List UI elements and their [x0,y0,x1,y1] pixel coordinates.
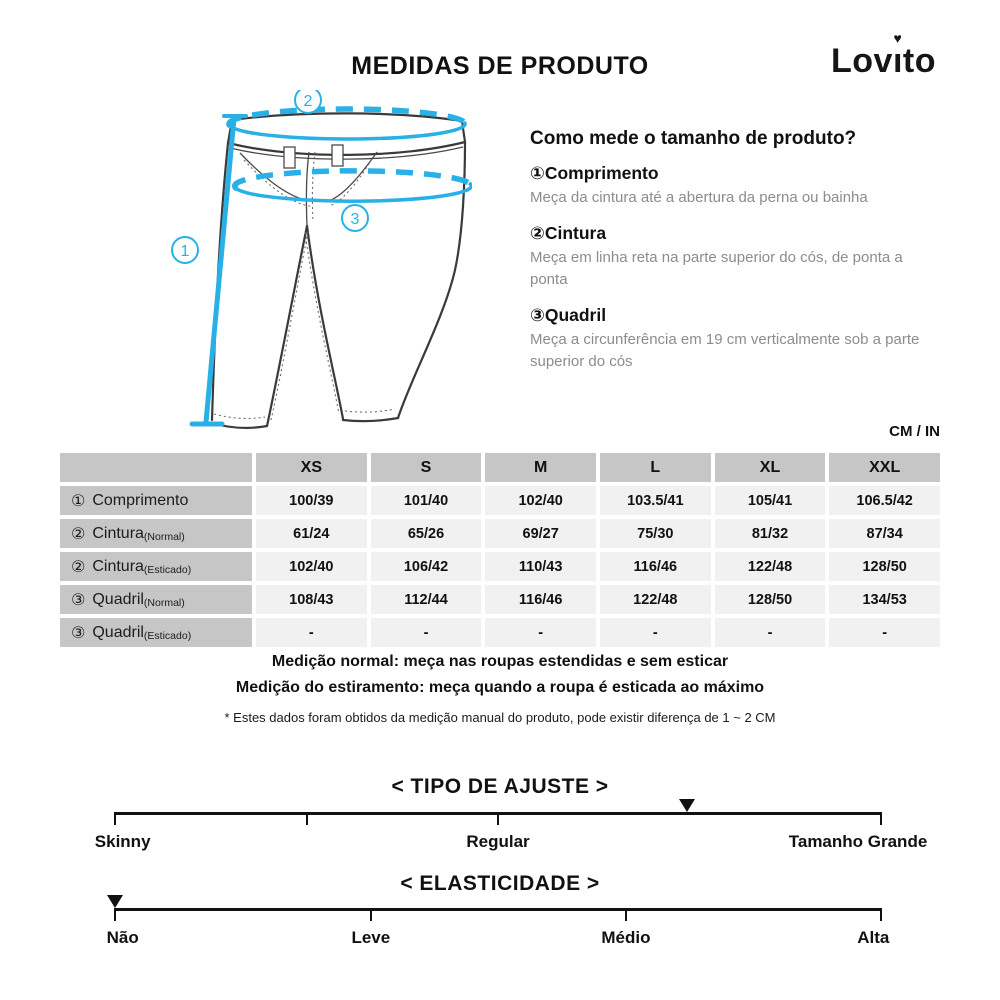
size-cell: 87/34 [829,519,940,548]
measure-item-num: ① [530,163,545,183]
size-column-header: L [600,453,711,482]
measure-item-desc: Meça da cintura até a abertura da perna ou bainha [530,189,868,206]
stretch-scale-tick [625,908,627,921]
measurement-disclaimer: * Estes dados foram obtidos da medição manual do produto, pode existir diferença de 1 ~ 2 CM [224,710,776,725]
size-cell: 102/40 [485,486,596,515]
callout-2 [295,90,321,113]
size-cell: - [485,618,596,647]
logo-text-right: to [902,42,936,80]
size-table [60,453,940,647]
row-sub: (Esticado) [143,629,192,642]
size-cell: 106/42 [371,552,482,581]
size-cell: - [829,618,940,647]
size-cell: 122/48 [600,585,711,614]
fit-scale-heading: < TIPO DE AJUSTE > [391,775,609,798]
size-cell: 112/44 [371,585,482,614]
row-label-quadril-normal [60,585,252,614]
table-corner-cell [60,453,252,482]
row-name: Cintura [92,524,144,542]
row-name: Cintura [92,557,144,575]
measure-item-desc: Meça a circunferência em 19 cm verticalmente sob a parte superior do cós [530,330,920,370]
stretch-scale-heading: < ELASTICIDADE > [400,872,600,895]
measure-item-num: ③ [530,304,545,325]
row-sub: (Normal) [143,530,185,543]
length-measure-line [206,118,234,422]
hip-ellipse-solid [237,183,471,201]
size-cell: 69/27 [485,519,596,548]
size-cell: 110/43 [485,552,596,581]
size-cell: 105/41 [715,486,826,515]
row-name: Quadril [92,623,144,641]
measure-item-length [530,163,930,210]
callout-1-number: 1 [180,243,190,260]
heart-icon: ♥ [893,30,903,46]
logo-dotless-i: ı [892,42,903,80]
callout-1 [172,237,198,263]
fit-scale-tick [880,812,882,825]
how-to-section [530,128,930,374]
stretch-scale-tick [880,908,882,921]
measure-annotations [172,90,471,424]
size-cell: 106.5/42 [829,486,940,515]
pants-illustration [148,90,472,452]
size-cell: 81/32 [715,519,826,548]
fit-label-regular: Regular [466,832,530,851]
row-num: ① [71,492,86,510]
size-cell: - [371,618,482,647]
row-sub: (Normal) [143,596,185,609]
size-cell: 128/50 [715,585,826,614]
size-cell: 134/53 [829,585,940,614]
fit-label-skinny: Skinny [94,832,151,851]
row-label-comprimento [60,486,252,515]
stretch-scale-tick [370,908,372,921]
size-column-header: XXL [829,453,940,482]
size-column-header: XL [715,453,826,482]
callout-2-number: 2 [303,93,313,110]
size-cell: 108/43 [256,585,367,614]
row-sub: (Esticado) [143,563,192,576]
stretch-position-marker-icon [107,895,123,908]
row-label-quadril-esticado [60,618,252,647]
stretch-scale-track [106,908,890,947]
stretch-scale-tick [114,908,116,921]
size-column-header: M [485,453,596,482]
row-num: ③ [71,624,86,642]
size-cell: 75/30 [600,519,711,548]
measure-item-name: Quadril [544,304,607,325]
row-name: Comprimento [92,491,189,509]
brand-logo [831,30,936,81]
callout-3 [342,205,368,231]
stretch-label-medio: Médio [601,928,651,947]
size-cell: 101/40 [371,486,482,515]
fit-scale-track [94,812,928,851]
size-column-header: XS [256,453,367,482]
row-name: Quadril [92,590,144,608]
waist-ellipse-solid [230,122,465,139]
measure-item-num: ② [530,222,545,243]
size-cell: 116/46 [600,552,711,581]
row-label-cintura-esticado [60,552,252,581]
how-to-heading: Como mede o tamanho de produto? [530,128,857,149]
fit-scale-tick [306,812,308,825]
size-cell: - [715,618,826,647]
measure-item-waist [530,223,930,292]
size-cell: 100/39 [256,486,367,515]
measure-item-name: Comprimento [544,163,659,183]
fit-position-marker-icon [679,799,695,812]
size-cell: 61/24 [256,519,367,548]
size-cell: 102/40 [256,552,367,581]
measure-item-desc: Meça em linha reta na parte superior do cós, de ponta a ponta [530,248,903,288]
unit-label: CM / IN [889,423,940,440]
callout-3-number: 3 [350,211,360,228]
stretch-label-alta: Alta [857,928,890,947]
size-cell: - [600,618,711,647]
row-num: ② [71,525,86,543]
row-num: ② [71,558,86,576]
size-cell: 116/46 [485,585,596,614]
logo-text-left: Lov [831,42,893,80]
note-normal-measure: Medição normal: meça nas roupas estendidas e sem esticar [271,653,729,670]
row-label-cintura-normal [60,519,252,548]
stretch-label-nao: Não [106,928,139,947]
size-cell: 128/50 [829,552,940,581]
fit-scale-tick [497,812,499,825]
size-cell: - [256,618,367,647]
stretch-label-leve: Leve [351,928,391,947]
row-num: ③ [71,591,86,609]
measure-item-name: Cintura [544,222,607,243]
pants-diagram [148,90,472,452]
note-stretch-measure: Medição do estiramento: meça quando a roupa é esticada ao máximo [235,679,765,696]
measure-item-hip [530,305,930,374]
fit-scale-tick [114,812,116,825]
fit-label-tamanho-grande: Tamanho Grande [788,832,928,851]
size-column-header: S [371,453,482,482]
size-cell: 122/48 [715,552,826,581]
size-cell: 103.5/41 [600,486,711,515]
size-cell: 65/26 [371,519,482,548]
page-title: MEDIDAS DE PRODUTO [351,52,649,80]
